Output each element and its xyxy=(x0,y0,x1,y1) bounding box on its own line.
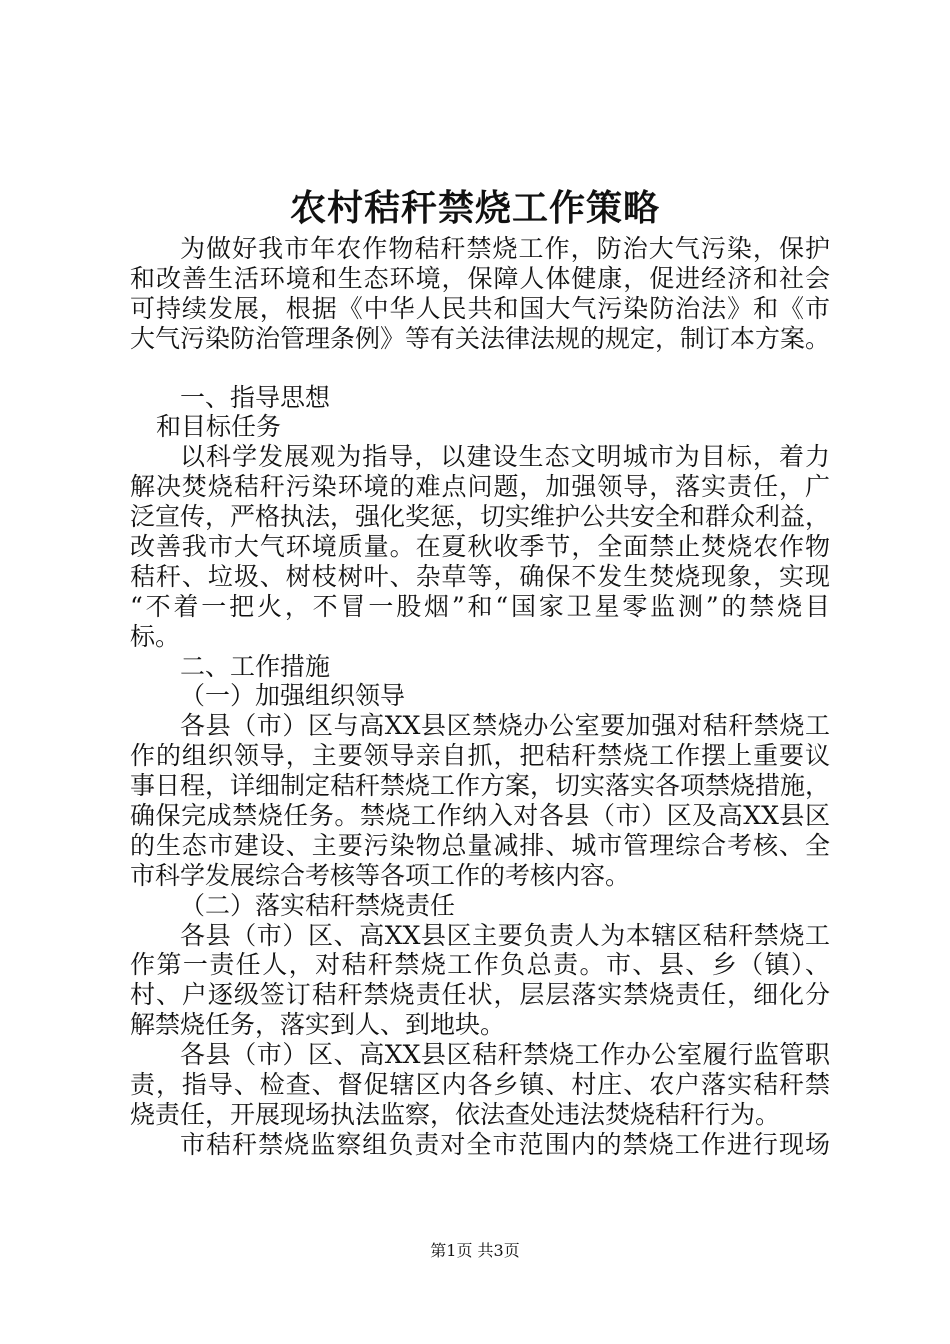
body-line: 事日程，详细制定秸秆禁烧工作方案，切实落实各项禁烧措施， xyxy=(130,771,830,801)
body-line: 和改善生活环境和生态环境，保障人体健康，促进经济和社会 xyxy=(130,263,830,293)
body-line: 作的组织领导，主要领导亲自抓，把秸秆禁烧工作摆上重要议 xyxy=(130,741,830,771)
body-line: 秸秆、垃圾、树枝树叶、杂草等，确保不发生焚烧现象，实现 xyxy=(130,561,830,591)
subsection-heading: （一）加强组织领导 xyxy=(180,681,406,711)
body-line: 确保完成禁烧任务。禁烧工作纳入对各县（市）区及高XX县区 xyxy=(130,801,830,831)
body-line: 解决焚烧秸秆污染环境的难点问题，加强领导，落实责任，广 xyxy=(130,472,830,502)
body-line: 解禁烧任务，落实到人、到地块。 xyxy=(130,1010,506,1040)
body-line: 各县（市）区、高XX县区秸秆禁烧工作办公室履行监管职 xyxy=(180,1040,830,1070)
body-line: 大气污染防治管理条例》等有关法律法规的规定，制订本方案。 xyxy=(130,323,830,353)
body-line: 村、户逐级签订秸秆禁烧责任状，层层落实禁烧责任，细化分 xyxy=(130,980,830,1010)
section-heading: 二、工作措施 xyxy=(180,651,331,681)
body-line: 各县（市）区与高XX县区禁烧办公室要加强对秸秆禁烧工 xyxy=(180,711,830,741)
subsection-heading: （二）落实秸秆禁烧责任 xyxy=(180,890,456,920)
document-title: 农村秸秆禁烧工作策略 xyxy=(289,187,660,229)
body-line: 为做好我市年农作物秸秆禁烧工作，防治大气污染，保护 xyxy=(180,234,830,263)
body-line: “不着一把火，不冒一股烟”和“国家卫星零监测”的禁烧目 xyxy=(130,591,830,621)
body-line: 市科学发展综合考核等各项工作的考核内容。 xyxy=(130,860,631,890)
section-heading-continuation: 和目标任务 xyxy=(156,412,282,442)
body-line: 改善我市大气环境质量。在夏秋收季节，全面禁止焚烧农作物 xyxy=(130,532,830,562)
body-line: 以科学发展观为指导，以建设生态文明城市为目标，着力 xyxy=(180,442,830,472)
body-line: 可持续发展，根据《中华人民共和国大气污染防治法》和《市 xyxy=(130,293,830,323)
paragraph-gap xyxy=(130,354,830,383)
body-line: 各县（市）区、高XX县区主要负责人为本辖区秸秆禁烧工 xyxy=(180,920,830,950)
document-body xyxy=(130,234,830,1160)
body-line: 泛宣传，严格执法，强化奖惩，切实维护公共安全和群众利益， xyxy=(130,502,830,532)
body-line: 标。 xyxy=(130,621,181,651)
body-line: 作第一责任人，对秸秆禁烧工作负总责。市、县、乡（镇）、 xyxy=(130,950,830,980)
body-line: 市秸秆禁烧监察组负责对全市范围内的禁烧工作进行现场 xyxy=(180,1129,830,1159)
page-footer: 第1页 共3页 xyxy=(430,1241,520,1260)
body-line: 的生态市建设、主要污染物总量减排、城市管理综合考核、全 xyxy=(130,830,830,860)
body-line: 烧责任，开展现场执法监察，依法查处违法焚烧秸秆行为。 xyxy=(130,1099,781,1129)
body-line: 责，指导、检查、督促辖区内各乡镇、村庄、农户落实秸秆禁 xyxy=(130,1070,830,1100)
section-heading: 一、指导思想 xyxy=(180,382,331,412)
